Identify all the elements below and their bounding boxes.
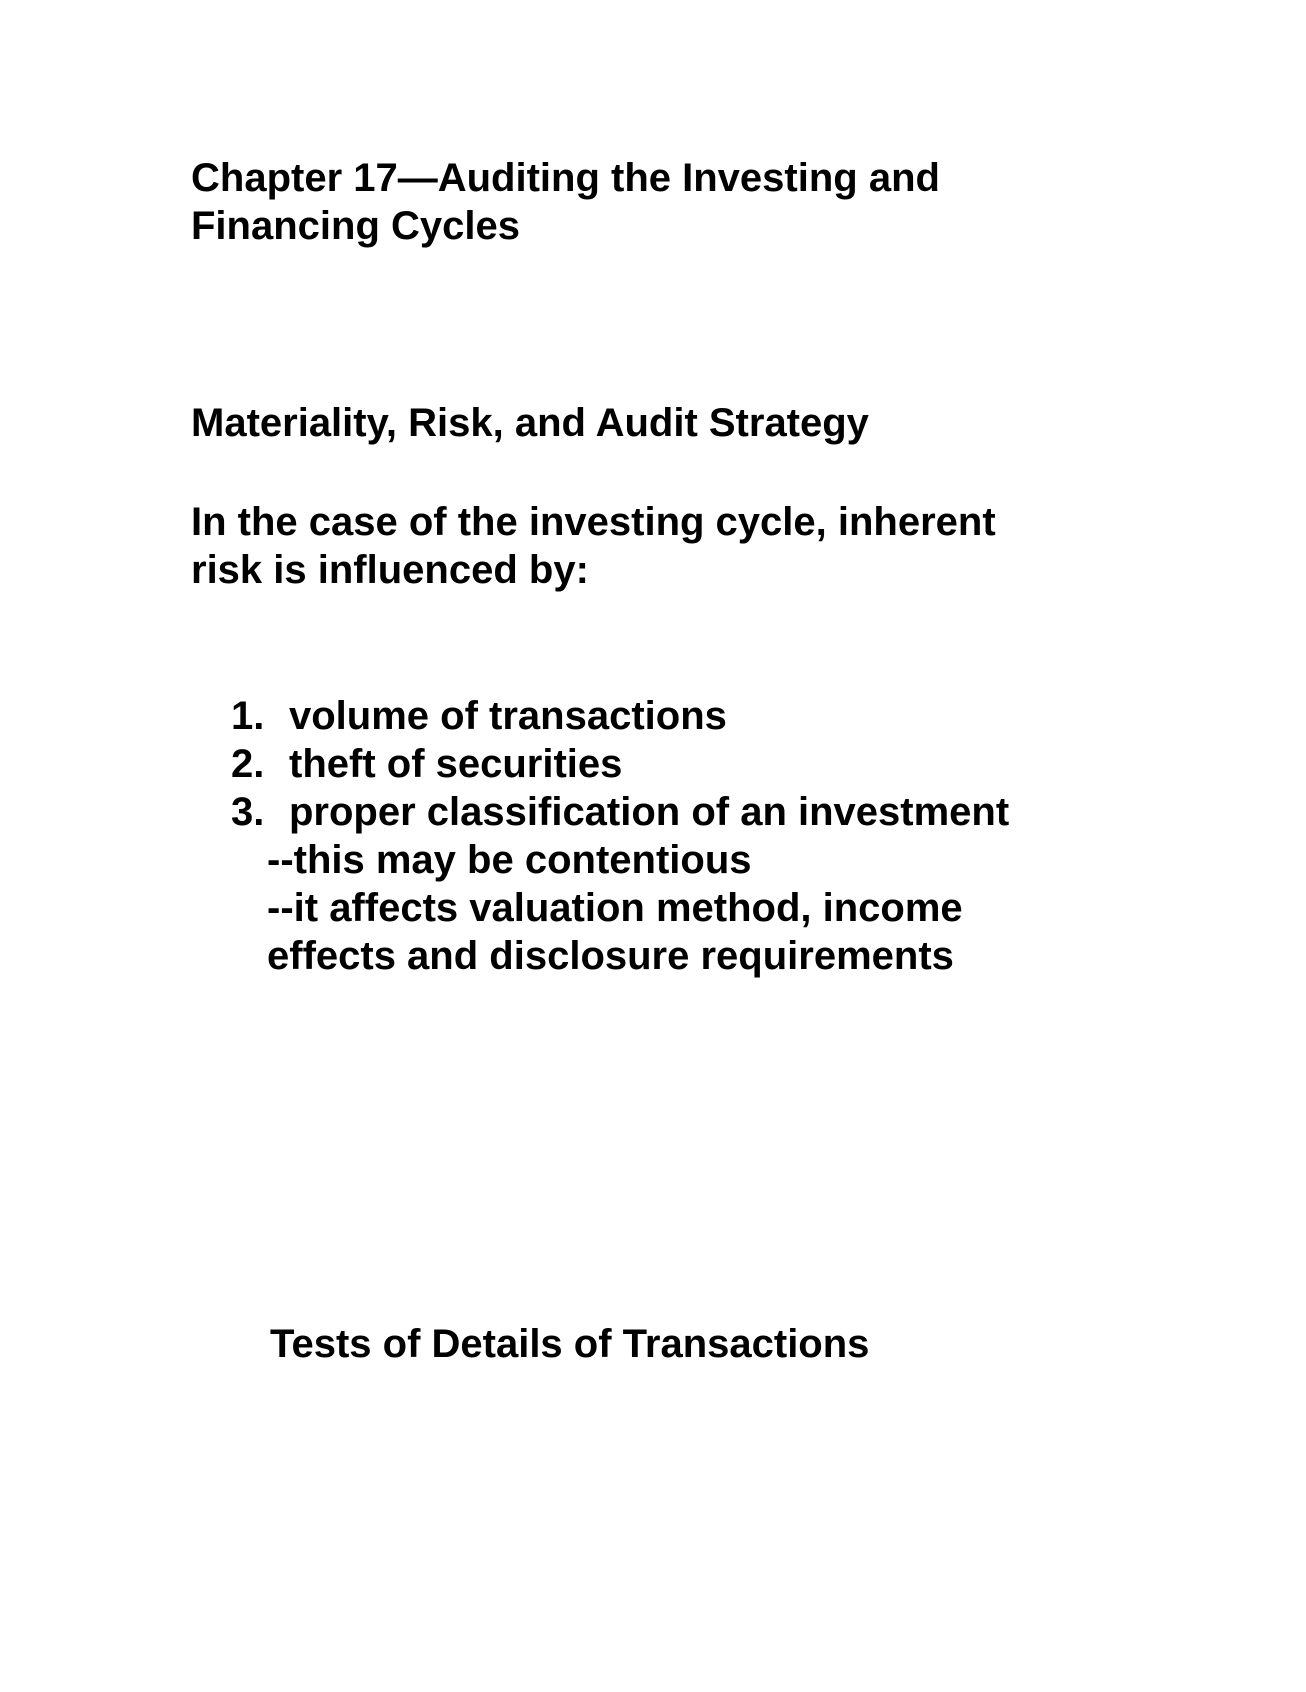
list-item-text: proper classification of an investment [289, 790, 1010, 834]
intro-paragraph [191, 498, 996, 594]
chapter-title-line-1: Chapter 17—Auditing the Investing and [191, 156, 940, 200]
chapter-title-line-2: Financing Cycles [191, 204, 520, 248]
sub-point: --this may be contentious [267, 838, 752, 882]
risk-factor-list [231, 692, 1009, 836]
tests-heading: Tests of Details of Transactions [270, 1322, 870, 1366]
intro-line-2: risk is influenced by: [191, 548, 589, 592]
list-item-number: 1. [231, 694, 265, 738]
intro-line-1: In the case of the investing cycle, inherent [191, 500, 996, 544]
chapter-title [191, 154, 940, 250]
section-heading: Materiality, Risk, and Audit Strategy [191, 401, 869, 445]
sub-point: --it affects valuation method, income [267, 886, 963, 930]
list-item [231, 788, 1009, 836]
list-item-number: 3. [231, 790, 265, 834]
list-item-text: theft of securities [289, 742, 623, 786]
list-item [231, 692, 1009, 740]
list-item-text: volume of transactions [289, 694, 727, 738]
list-item-number: 2. [231, 742, 265, 786]
list-item [231, 740, 1009, 788]
sub-point-continuation: effects and disclosure requirements [267, 934, 954, 978]
